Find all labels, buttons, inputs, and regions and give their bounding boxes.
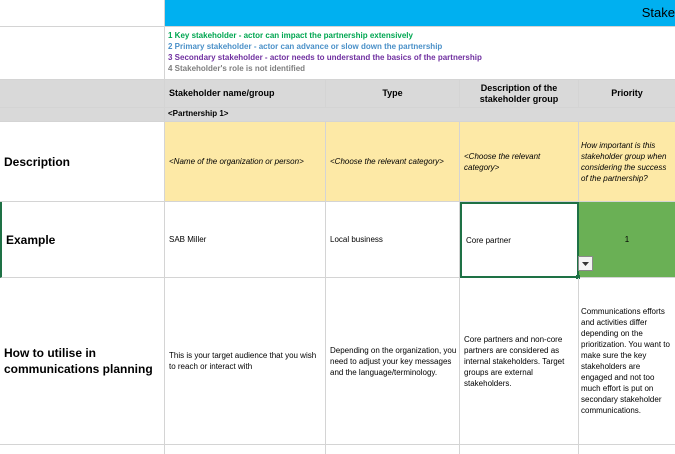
example-type-text: Local business bbox=[330, 235, 383, 244]
header-description-text: Description of the stakeholder group bbox=[479, 82, 559, 104]
example-name-cell[interactable] bbox=[165, 202, 326, 278]
partnership-label-cell[interactable] bbox=[0, 108, 165, 122]
empty-cell[interactable] bbox=[460, 445, 579, 454]
empty-cell[interactable] bbox=[579, 445, 675, 454]
row-label-description-text: Description bbox=[4, 154, 71, 169]
banner-title: Stake bbox=[641, 5, 675, 20]
example-type-cell[interactable] bbox=[326, 202, 460, 278]
description-description-text: <Choose the relevant category> bbox=[464, 151, 541, 172]
chevron-down-icon bbox=[579, 257, 592, 270]
example-description-text: Core partner bbox=[466, 235, 511, 245]
description-type-text: <Choose the relevant category> bbox=[330, 157, 444, 166]
legend-unidentified-stakeholder: 4 Stakeholder's role is not identified bbox=[168, 64, 306, 73]
example-description-cell[interactable] bbox=[460, 202, 579, 278]
howto-type-cell[interactable] bbox=[326, 278, 460, 445]
header-type-text: Type bbox=[382, 88, 403, 98]
header-type[interactable] bbox=[326, 80, 460, 108]
description-name-cell[interactable] bbox=[165, 122, 326, 202]
description-type-cell[interactable] bbox=[326, 122, 460, 202]
priority-legend[interactable] bbox=[165, 27, 675, 80]
header-stakeholder-name-text: Stakeholder name/group bbox=[169, 88, 275, 98]
empty-cell[interactable] bbox=[0, 445, 165, 454]
header-stakeholder-name[interactable] bbox=[165, 80, 326, 108]
description-priority-text: How important is this stakeholder group when considering the success of the partnership? bbox=[581, 140, 667, 183]
howto-priority-text: Communications efforts and activities differ depending on the prioritization. You want to make sure the key stakeholders are engaged and not too much effort is put on secondary stakeholder communications. bbox=[581, 307, 670, 415]
description-description-cell[interactable] bbox=[460, 122, 579, 202]
howto-priority-cell[interactable] bbox=[579, 278, 675, 445]
row-label-example-text: Example bbox=[6, 232, 56, 247]
howto-description-cell[interactable] bbox=[460, 278, 579, 445]
description-name-text: <Name of the organization or person> bbox=[169, 157, 304, 166]
howto-name-text: This is your target audience that you wish to reach or interact with bbox=[169, 351, 317, 371]
header-row-label-cell[interactable] bbox=[0, 80, 165, 108]
howto-description-text: Core partners and non-core partners are considered as internal stakeholders. Target groups are external stakeholders. bbox=[464, 334, 565, 388]
example-priority-text: 1 bbox=[624, 235, 630, 244]
example-priority-cell[interactable] bbox=[579, 202, 675, 278]
header-priority[interactable] bbox=[579, 80, 675, 108]
partnership-label: <Partnership 1> bbox=[168, 109, 229, 118]
dropdown-button[interactable] bbox=[578, 256, 593, 271]
row-label-howto-text: How to utilise in communications planning bbox=[4, 346, 153, 376]
legend-label-cell[interactable] bbox=[0, 27, 165, 80]
row-label-example[interactable] bbox=[0, 202, 165, 278]
legend-secondary-stakeholder: 3 Secondary stakeholder - actor needs to understand the basics of the partnership bbox=[168, 53, 482, 62]
row-label-description[interactable] bbox=[0, 122, 165, 202]
partnership-row[interactable] bbox=[165, 108, 675, 122]
empty-cell[interactable] bbox=[165, 445, 326, 454]
legend-primary-stakeholder: 2 Primary stakeholder - actor can advance or slow down the partnership bbox=[168, 42, 443, 51]
description-priority-cell[interactable] bbox=[579, 122, 675, 202]
row-label-howto[interactable] bbox=[0, 278, 165, 445]
header-priority-text: Priority bbox=[611, 88, 643, 98]
example-name-text: SAB Miller bbox=[169, 235, 207, 244]
howto-type-text: Depending on the organization, you need to adjust your key messages and the language/terminology. bbox=[330, 345, 457, 377]
legend-key-stakeholder: 1 Key stakeholder - actor can impact the partnership extensively bbox=[168, 31, 413, 40]
title-banner[interactable] bbox=[165, 0, 675, 27]
empty-cell[interactable] bbox=[326, 445, 460, 454]
howto-name-cell[interactable] bbox=[165, 278, 326, 445]
header-description[interactable] bbox=[460, 80, 579, 108]
corner-cell[interactable] bbox=[0, 0, 165, 27]
